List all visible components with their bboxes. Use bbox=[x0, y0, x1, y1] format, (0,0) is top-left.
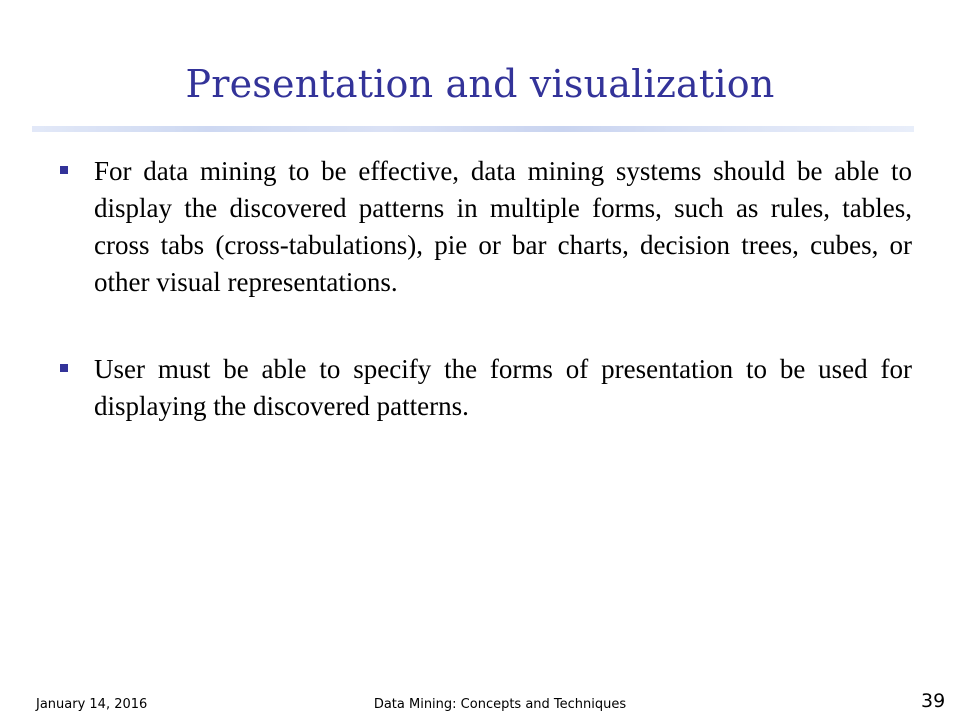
page-number: 39 bbox=[921, 690, 946, 712]
bullet-text: User must be able to specify the forms of presentation to be used for displaying the discovered patterns. bbox=[94, 354, 912, 421]
square-bullet-icon bbox=[60, 166, 68, 174]
bullet-list bbox=[52, 153, 912, 475]
slide-title: Presentation and visualization bbox=[185, 62, 775, 106]
bullet-item-1 bbox=[52, 153, 912, 301]
footer-date: January 14, 2016 bbox=[36, 697, 148, 712]
square-bullet-icon bbox=[60, 364, 68, 372]
bullet-text: For data mining to be effective, data mining systems should be able to display the discovered patterns in multiple forms, such as rules, tables, cross tabs (cross-tabulations), pie or bar charts, decision trees, cubes, or other visual representations. bbox=[94, 156, 912, 297]
bullet-item-2 bbox=[52, 351, 912, 425]
footer-title: Data Mining: Concepts and Techniques bbox=[373, 697, 627, 712]
title-divider bbox=[32, 126, 914, 132]
